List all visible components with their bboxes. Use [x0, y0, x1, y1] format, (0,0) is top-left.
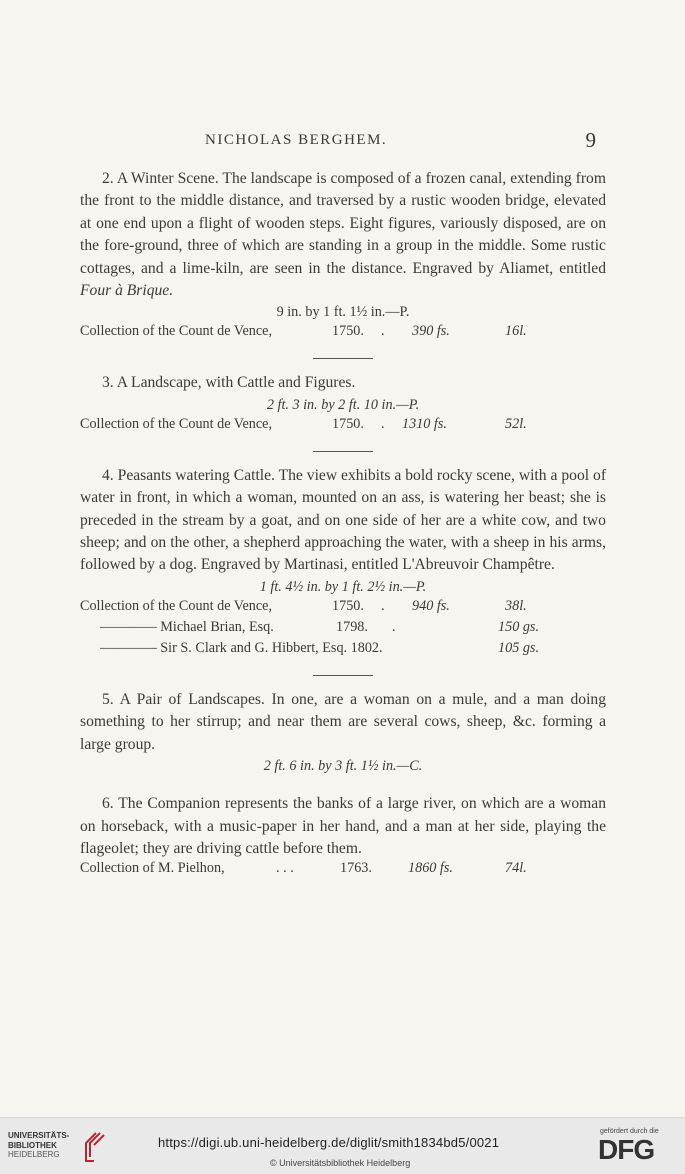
library-name-line: UNIVERSITÄTS-	[8, 1131, 70, 1140]
library-name-line: BIBLIOTHEK	[8, 1140, 57, 1150]
collection-name: Collection of the Count de Vence,	[80, 597, 273, 614]
separator-rule	[313, 358, 373, 359]
collection-name: Collection of the Count de Vence,	[80, 323, 273, 340]
separator-dots: . . .	[276, 860, 294, 877]
catalogue-text	[80, 168, 606, 881]
entry-line: kiln, are seen in the distance. Engraved by Aliamet, entitled	[215, 259, 606, 277]
entry-line: A Landscape, with Cattle and Figures.	[116, 374, 356, 392]
dimensions: 1 ft. 4½ in. by 1 ft. 2½ in.—P.	[259, 578, 427, 595]
catalogue-entry	[80, 168, 606, 344]
separator-dots: .	[381, 597, 385, 614]
sale-price: 390 fs.	[412, 323, 450, 340]
entry-line: and a man doing something to her stirrup; and near them	[80, 690, 607, 731]
collection-row	[80, 323, 606, 344]
entry-line: end upon a flight of wooden steps. Eight figures, variously	[123, 214, 499, 232]
entry-line: A Winter Scene. The landscape is composed of a	[116, 170, 422, 187]
sale-price: 1860 fs.	[408, 860, 453, 877]
separator-dots: .	[392, 618, 396, 635]
entry-number: 2.	[102, 170, 114, 187]
entry-line: A Pair of Landscapes. In one, are a woman on a mule,	[119, 690, 488, 708]
running-head: NICHOLAS BERGHEM.	[205, 132, 388, 148]
entry-line: disposed, are on the fore-ground, three of which are standing	[80, 214, 606, 255]
dfg-logo[interactable]	[600, 1128, 680, 1168]
sale-price: 940 fs.	[412, 597, 450, 614]
viewer-footer	[0, 1117, 685, 1174]
entry-line: and two sheep; and on the other, a shepherd approaching	[80, 511, 606, 552]
sale-year: 1750.	[332, 323, 364, 340]
entry-description	[80, 689, 606, 756]
separator-dots: .	[381, 323, 385, 340]
entry-description	[80, 168, 606, 302]
sale-year: 1750.	[332, 597, 364, 614]
sale-price: 150 gs.	[498, 618, 539, 635]
page-header	[80, 128, 600, 152]
collection-name: ———— Michael Brian, Esq.	[100, 618, 274, 635]
funder-name: DFG	[598, 1134, 655, 1165]
page-number: 9	[585, 128, 596, 152]
entry-line: mounted on an ass, is watering her beast; she is preceded in	[80, 489, 607, 529]
collection-name: Collection of M. Pielhon,	[80, 860, 225, 877]
entry-number: 3.	[102, 374, 114, 392]
collection-row	[80, 640, 606, 661]
sale-price: 1310 fs.	[402, 415, 447, 432]
entry-line: Engraved by Martinasi, entitled L'Abreuvoir Champêtre.	[200, 556, 555, 574]
collection-row	[80, 598, 606, 619]
catalogue-entry	[80, 793, 606, 881]
entry-line: in a group in the middle. Some rustic cottages, and a lime-	[80, 237, 606, 277]
entry-number: 6.	[102, 795, 114, 813]
entry-line: driving cattle before them.	[196, 839, 362, 857]
entry-line: The Companion represents the banks of a large river, on	[118, 795, 477, 813]
catalogue-entry	[80, 465, 606, 661]
dimensions: 2 ft. 3 in. by 2 ft. 10 in.—P.	[266, 396, 420, 413]
sale-year: 1798.	[336, 618, 368, 635]
entry-line: the water, with a sheep in his arms, followed by a dog.	[80, 534, 606, 574]
entry-line: rocky scene, with a pool of water in front, in which a woman,	[80, 466, 607, 507]
collection-row	[80, 860, 606, 881]
collection-row	[80, 416, 606, 437]
entry-description	[80, 793, 606, 860]
entry-line: frozen canal, extending from the front to the middle distance,	[80, 170, 606, 210]
entry-line: are several cows, sheep, &c. forming a large group.	[80, 713, 606, 753]
catalogue-entry	[80, 372, 606, 436]
sale-year: 1750.	[332, 415, 364, 432]
separator-rule	[313, 451, 373, 452]
entry-line: and traversed by a rustic wooden bridge, elevated at one	[80, 192, 606, 232]
sterling-value: 52l.	[505, 415, 527, 432]
dimensions: 9 in. by 1 ft. 1½ in.—P.	[276, 304, 410, 321]
sterling-value: 16l.	[505, 323, 527, 340]
separator-rule	[313, 675, 373, 676]
entry-line: the stream by a goat, and on one side of her are a white cow,	[158, 511, 551, 529]
entry-line: which are a woman on horseback, with a music-paper in her	[80, 795, 607, 835]
sale-price: 105 gs.	[498, 639, 539, 656]
collection-name: ———— Sir S. Clark and G. Hibbert, Esq. 1802.	[100, 639, 383, 656]
dimensions: 2 ft. 6 in. by 3 ft. 1½ in.—C.	[263, 758, 423, 775]
separator-dots: .	[381, 415, 385, 432]
permalink-url[interactable]: https://digi.ub.uni-heidelberg.de/diglit/smith1834bd5/0021	[158, 1135, 500, 1150]
university-library-logo[interactable]	[8, 1131, 108, 1163]
collection-row	[80, 619, 606, 640]
entry-description	[80, 372, 606, 394]
sale-year: 1763.	[340, 860, 372, 877]
entry-line: hand, and a man at her side, playing the flageolet; they are	[80, 817, 606, 857]
entry-number: 4.	[102, 466, 114, 484]
copyright-notice: © Universitätsbibliothek Heidelberg	[270, 1158, 411, 1168]
library-name-line: HEIDELBERG	[8, 1150, 60, 1159]
entry-line: Peasants watering Cattle. The view exhibits a bold	[117, 466, 433, 484]
engraving-title: Four à Brique.	[80, 282, 174, 300]
catalogue-entry	[80, 689, 606, 777]
sterling-value: 38l.	[505, 597, 527, 614]
sterling-value: 74l.	[505, 860, 527, 877]
entry-description	[80, 465, 606, 577]
collection-name: Collection of the Count de Vence,	[80, 415, 273, 432]
library-emblem-icon	[78, 1131, 108, 1163]
entry-number: 5.	[102, 690, 114, 708]
funder-caption: gefördert durch die	[600, 1128, 659, 1135]
